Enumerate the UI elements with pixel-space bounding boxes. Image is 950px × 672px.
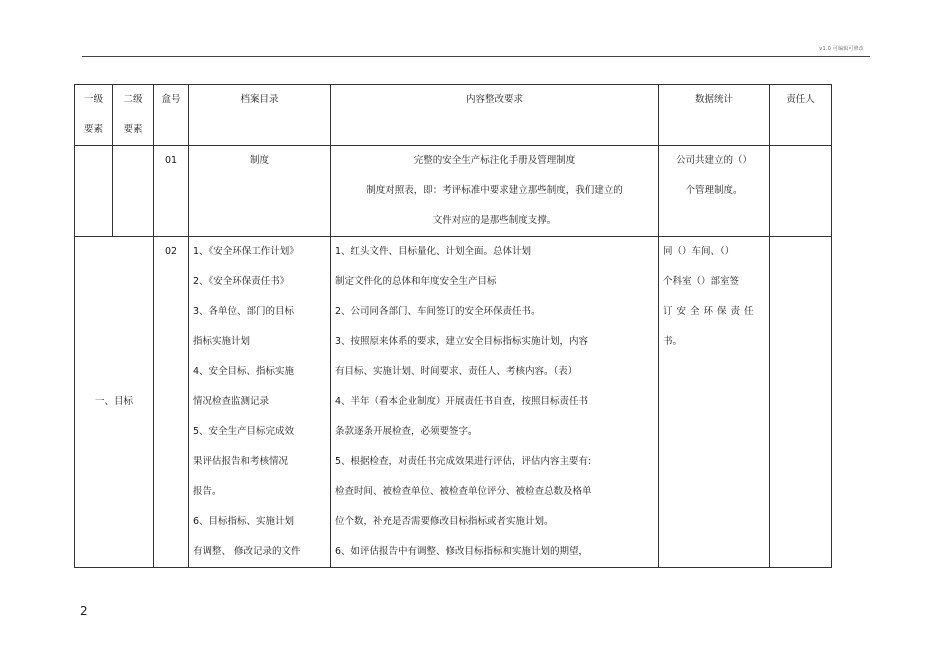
header-statistics: 数据统计 [659,85,770,146]
req-line: 有目标、实施计划、时间要求、责任人、考核内容。（表） [335,366,578,377]
page-number: 2 [80,604,88,618]
req-line: 条款逐条开展检查，必须要签字。 [335,426,478,437]
row2-statistics [659,237,770,568]
catalog-line: 5、安全生产目标完成效 [193,426,295,437]
catalog-line: 6、目标指标、实施计划 [193,516,295,527]
row2-requirements [331,237,659,568]
row1-level1 [75,146,113,237]
header-level2-line1: 二级 [123,94,143,105]
row1-owner [770,146,832,237]
catalog-line: 果评估报告和考核情况 [193,456,289,467]
req-line: 检查时间、被检查单位、被检查单位评分、被检查总数及格单 [335,486,592,497]
req-line: 6、如评估报告中有调整、修改目标指标和实施计划的期望， [335,546,589,557]
req-line: 制定文件化的总体和年度安全生产目标 [335,276,497,287]
row1-statistics [659,146,770,237]
stat-line: 同（）车间、（） [663,246,735,257]
archive-table [74,84,832,568]
catalog-line: 3、各单位、部门的目标 [193,306,295,317]
req-line: 1、红头文件、目标量化、计划全面。总体计划 [335,246,532,257]
header-level1-line1: 一级 [83,94,103,105]
header-level2-line2: 要素 [123,124,143,135]
catalog-line: 报告。 [193,486,222,497]
catalog-line: 情况检查监测记录 [193,396,270,407]
header-level1-line2: 要素 [83,124,103,135]
stat-line: 个科室（）部室签 [663,276,740,287]
req-line: 文件对应的是那些制度支撑。 [432,215,557,226]
row2-catalog [189,237,331,568]
row1-catalog: 制度 [189,146,331,237]
req-line: 完整的安全生产标注化手册及管理制度 [413,155,576,166]
stat-line: 公司共建立的（） [675,155,752,166]
catalog-line: 2、《安全环保责任书》 [193,276,290,287]
table-row [75,146,832,237]
req-line: 位个数，补充是否需要修改目标指标或者实施计划。 [335,516,554,527]
row1-requirements [331,146,659,237]
header-box-no: 盒号 [154,85,189,146]
header-level1 [75,85,113,146]
stat-line: 个管理制度。 [685,185,743,196]
catalog-line: 1、《安全环保工作计划》 [193,246,299,257]
req-line: 4、半年（看本企业制度）开展责任书自查，按照目标责任书 [335,396,589,407]
row1-level2 [113,146,154,237]
header-owner: 责任人 [770,85,832,146]
stat-line: 书。 [663,336,683,347]
table-row [75,237,832,568]
req-line: 5、根据检查，对责任书完成效果进行评估，评估内容主要有: [335,456,592,467]
catalog-line: 指标实施计划 [193,336,251,347]
header-level2 [113,85,154,146]
table-header-row [75,85,832,146]
catalog-line: 有调整、 修改记录的文件 [193,546,301,557]
row2-box-no: 02 [154,237,189,568]
req-line: 制度对照表，即：考评标准中要求建立那些制度，我们建立的 [366,185,623,196]
version-label: v1.0 可编辑可修改 [819,46,864,52]
header-catalog: 档案目录 [189,85,331,146]
catalog-line: 4、安全目标、指标实施 [193,366,295,377]
stat-line: 订安全环保责任 [663,306,758,317]
req-line: 3、按照原来体系的要求，建立安全目标指标实施计划，内容 [335,336,589,347]
row1-box-no: 01 [154,146,189,237]
row2-level1: 一、目标 [75,237,154,568]
header-rule [82,56,870,57]
header-requirements: 内容整改要求 [331,85,659,146]
row2-owner [770,237,832,568]
req-line: 2、公司同各部门、车间签订的安全环保责任书。 [335,306,541,317]
